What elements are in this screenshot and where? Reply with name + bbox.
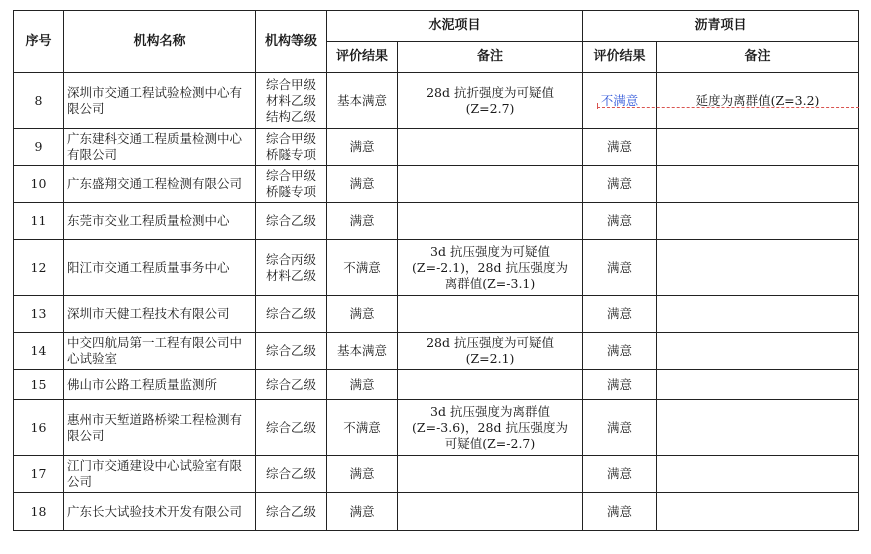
cell-org-grade: 综合乙级: [256, 493, 327, 531]
cell-org-grade: 综合乙级: [256, 370, 327, 400]
cell-cement-remark: [398, 166, 583, 203]
cell-asphalt-result: 不满意: [583, 73, 657, 129]
cell-cement-result: 满意: [327, 456, 398, 493]
cell-no: 12: [14, 240, 64, 296]
header-asphalt: 沥青项目: [583, 11, 859, 42]
cell-org-name: 江门市交通建设中心试验室有限公司: [64, 456, 256, 493]
cell-cement-remark: 28d 抗压强度为可疑值 (Z=2.1): [398, 333, 583, 370]
cell-org-grade: 综合甲级 桥隧专项: [256, 166, 327, 203]
cell-org-grade: 综合甲级 材料乙级 结构乙级: [256, 73, 327, 129]
cell-no: 16: [14, 400, 64, 456]
header-cement-result: 评价结果: [327, 42, 398, 73]
table-row: [14, 296, 859, 333]
cell-org-name: 深圳市天健工程技术有限公司: [64, 296, 256, 333]
cell-org-grade: 综合丙级 材料乙级: [256, 240, 327, 296]
cell-org-grade: 综合乙级: [256, 400, 327, 456]
cell-asphalt-result: 满意: [583, 296, 657, 333]
table-row: [14, 129, 859, 166]
cell-cement-remark: 3d 抗压强度为离群值 (Z=-3.6)，28d 抗压强度为 可疑值(Z=-2.7): [398, 400, 583, 456]
cell-asphalt-result: 满意: [583, 333, 657, 370]
cell-cement-result: 满意: [327, 370, 398, 400]
cell-cement-remark: 28d 抗折强度为可疑值 (Z=2.7): [398, 73, 583, 129]
header-cement: 水泥项目: [327, 11, 583, 42]
cell-cement-remark: 3d 抗压强度为可疑值 (Z=-2.1)，28d 抗压强度为 离群值(Z=-3.1): [398, 240, 583, 296]
revision-mark: [597, 103, 598, 109]
cell-asphalt-result: 满意: [583, 493, 657, 531]
cell-asphalt-remark: [657, 166, 859, 203]
table-body: [14, 73, 859, 531]
cell-asphalt-remark: [657, 456, 859, 493]
cell-cement-remark: [398, 129, 583, 166]
revision-underline: [597, 107, 859, 108]
cell-no: 10: [14, 166, 64, 203]
header-asphalt-remark: 备注: [657, 42, 859, 73]
table-row: [14, 240, 859, 296]
cell-cement-result: 满意: [327, 166, 398, 203]
cell-asphalt-remark: 延度为离群值(Z=3.2): [657, 73, 859, 129]
cell-org-grade: 综合乙级: [256, 333, 327, 370]
cell-cement-result: 基本满意: [327, 333, 398, 370]
cell-no: 11: [14, 203, 64, 240]
cell-org-name: 阳江市交通工程质量事务中心: [64, 240, 256, 296]
header-asphalt-result: 评价结果: [583, 42, 657, 73]
cell-cement-remark: [398, 456, 583, 493]
cell-cement-result: 基本满意: [327, 73, 398, 129]
cell-org-name: 东莞市交业工程质量检测中心: [64, 203, 256, 240]
cell-org-name: 惠州市天堑道路桥梁工程检测有限公司: [64, 400, 256, 456]
cell-cement-remark: [398, 296, 583, 333]
cell-asphalt-result: 满意: [583, 456, 657, 493]
cell-asphalt-result: 满意: [583, 129, 657, 166]
cell-asphalt-remark: [657, 240, 859, 296]
table-row: [14, 493, 859, 531]
cell-cement-result: 满意: [327, 129, 398, 166]
cell-org-grade: 综合乙级: [256, 296, 327, 333]
cell-org-name: 广东盛翔交通工程检测有限公司: [64, 166, 256, 203]
cell-cement-result: 不满意: [327, 400, 398, 456]
cell-org-name: 深圳市交通工程试验检测中心有限公司: [64, 73, 256, 129]
cell-org-grade: 综合甲级 桥隧专项: [256, 129, 327, 166]
cell-asphalt-result: 满意: [583, 166, 657, 203]
cell-org-name: 中交四航局第一工程有限公司中心试验室: [64, 333, 256, 370]
evaluation-table: [13, 10, 859, 531]
table-row: [14, 73, 859, 129]
cell-asphalt-result: 满意: [583, 203, 657, 240]
cell-asphalt-remark: [657, 129, 859, 166]
cell-cement-result: 不满意: [327, 240, 398, 296]
cell-asphalt-remark: [657, 400, 859, 456]
cell-org-name: 广东建科交通工程质量检测中心有限公司: [64, 129, 256, 166]
cell-org-grade: 综合乙级: [256, 456, 327, 493]
cell-cement-result: 满意: [327, 493, 398, 531]
cell-asphalt-remark: [657, 333, 859, 370]
cell-no: 14: [14, 333, 64, 370]
cell-asphalt-remark: [657, 370, 859, 400]
cell-no: 18: [14, 493, 64, 531]
table-row: [14, 333, 859, 370]
cell-org-grade: 综合乙级: [256, 203, 327, 240]
cell-asphalt-result: 满意: [583, 370, 657, 400]
cell-cement-result: 满意: [327, 296, 398, 333]
cell-asphalt-remark: [657, 203, 859, 240]
cell-no: 9: [14, 129, 64, 166]
header-org-name: 机构名称: [64, 11, 256, 73]
cell-no: 17: [14, 456, 64, 493]
table-row: [14, 400, 859, 456]
cell-asphalt-result: 满意: [583, 240, 657, 296]
cell-cement-remark: [398, 493, 583, 531]
cell-org-name: 广东长大试验技术开发有限公司: [64, 493, 256, 531]
header-no: 序号: [14, 11, 64, 73]
cell-no: 13: [14, 296, 64, 333]
table-row: [14, 456, 859, 493]
table-row: [14, 203, 859, 240]
cell-cement-remark: [398, 370, 583, 400]
cell-asphalt-remark: [657, 493, 859, 531]
table-row: [14, 166, 859, 203]
header-cement-remark: 备注: [398, 42, 583, 73]
cell-cement-result: 满意: [327, 203, 398, 240]
cell-cement-remark: [398, 203, 583, 240]
cell-org-name: 佛山市公路工程质量监测所: [64, 370, 256, 400]
header-org-grade: 机构等级: [256, 11, 327, 73]
table-row: [14, 370, 859, 400]
cell-asphalt-result: 满意: [583, 400, 657, 456]
cell-no: 15: [14, 370, 64, 400]
cell-no: 8: [14, 73, 64, 129]
cell-asphalt-remark: [657, 296, 859, 333]
